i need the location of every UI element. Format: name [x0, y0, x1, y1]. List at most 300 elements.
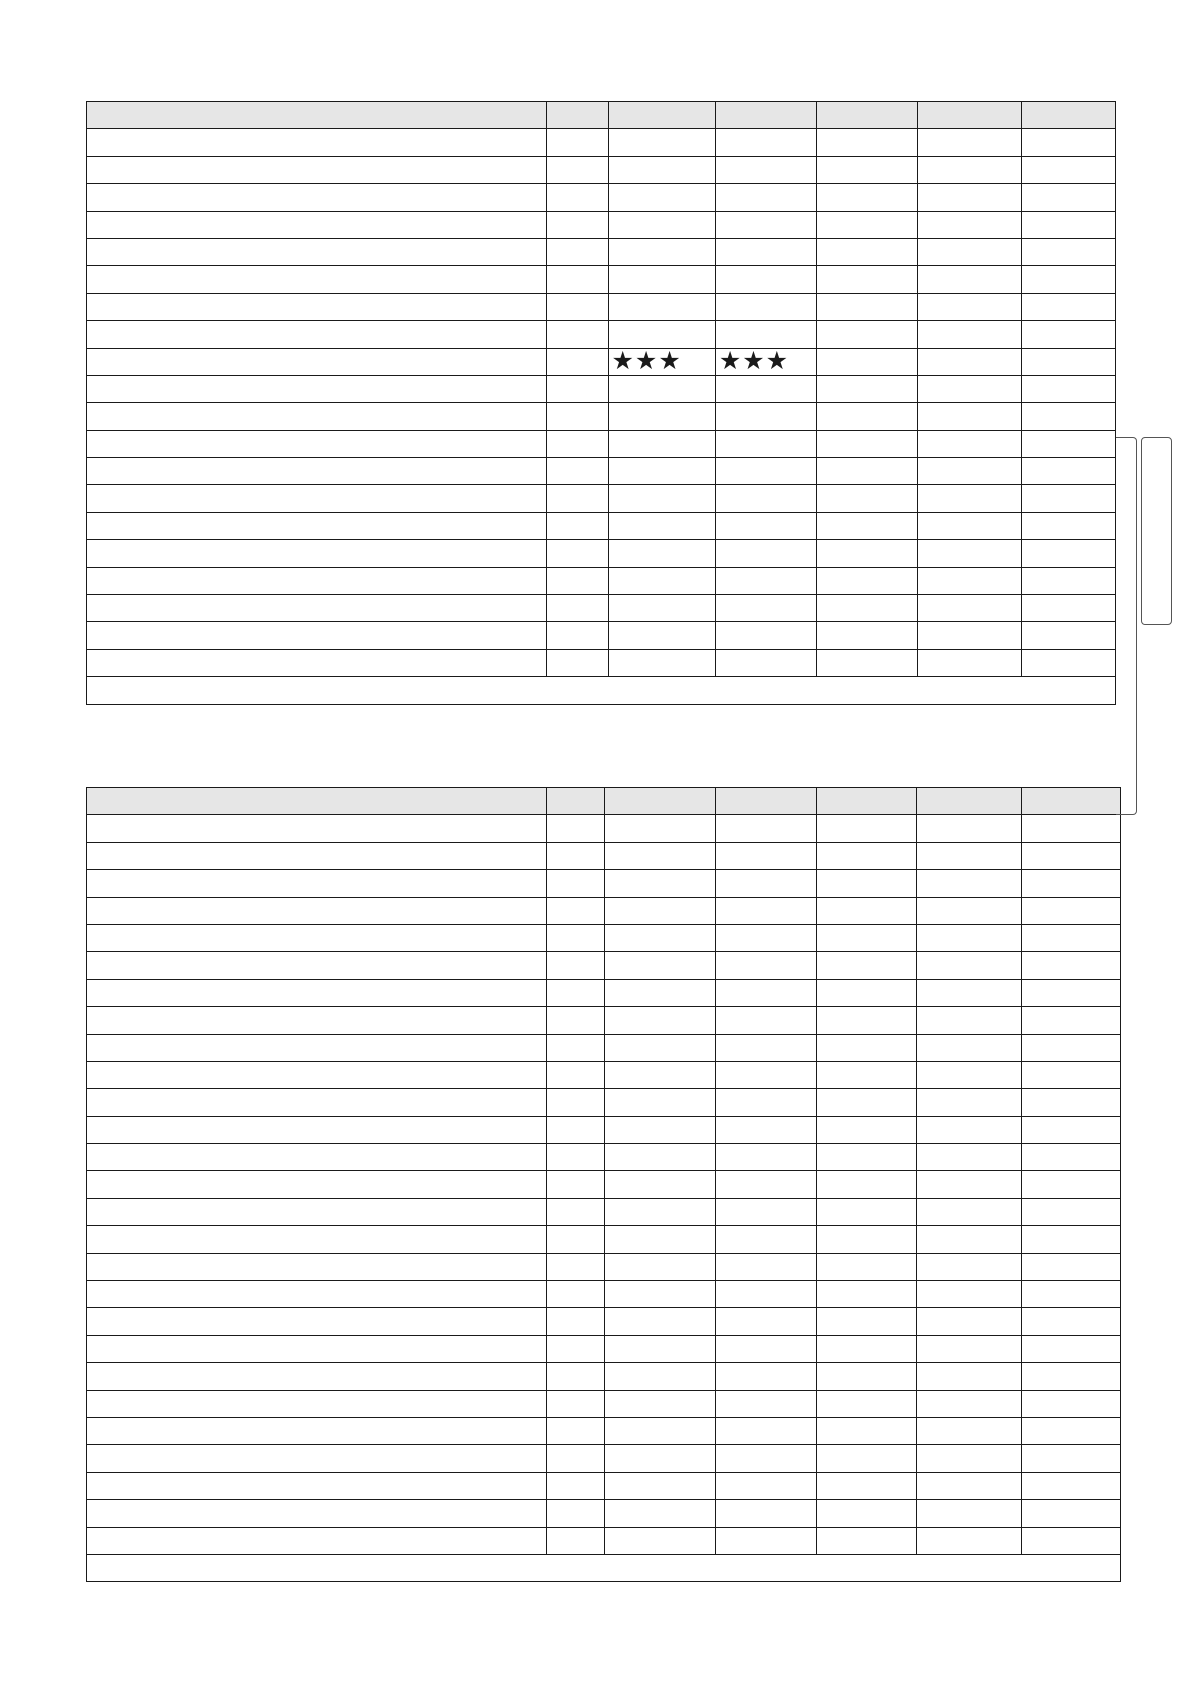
table-cell: [1021, 266, 1115, 293]
table-cell: [817, 595, 918, 622]
table-cell: [1021, 129, 1115, 156]
table-cell: [87, 1308, 547, 1335]
header-cell: [816, 788, 916, 815]
table-cell: [816, 897, 916, 924]
table-row: [87, 952, 1121, 979]
table-cell: [87, 321, 547, 348]
table-cell: [817, 485, 918, 512]
table-cell: [918, 512, 1021, 539]
table-cell: [1021, 924, 1120, 951]
table-cell: [918, 156, 1021, 183]
table-header-row: [87, 788, 1121, 815]
table-cell: [547, 815, 605, 842]
table-cell: [87, 1417, 547, 1444]
table-cell: [1021, 897, 1120, 924]
table-cell: [816, 952, 916, 979]
table-cell: [608, 375, 715, 402]
table-row: [87, 815, 1121, 842]
table-cell: [816, 870, 916, 897]
table-cell: [916, 1034, 1021, 1061]
table-cell: [816, 924, 916, 951]
table-cell: [715, 1281, 816, 1308]
table-cell: [817, 266, 918, 293]
table-cell: [715, 649, 816, 676]
table-row: [87, 321, 1116, 348]
table-cell: [715, 1308, 816, 1335]
table-cell: [605, 1034, 715, 1061]
table-cell: [605, 1007, 715, 1034]
table-cell: [1021, 1089, 1120, 1116]
table-cell: [547, 595, 608, 622]
table-cell: [547, 458, 608, 485]
table-cell: [87, 458, 547, 485]
table-cell: [817, 512, 918, 539]
table-row: [87, 924, 1121, 951]
table-cell: [608, 649, 715, 676]
header-cell: [715, 788, 816, 815]
table-cell: [816, 1007, 916, 1034]
table-cell: [605, 815, 715, 842]
table-cell: [608, 293, 715, 320]
table-cell: [817, 348, 918, 375]
table-cell: [816, 1472, 916, 1499]
table-cell: [1021, 1417, 1120, 1444]
table-cell: [87, 1226, 547, 1253]
table-cell: [605, 870, 715, 897]
table-cell: [916, 1281, 1021, 1308]
table-cell: [916, 1171, 1021, 1198]
table-cell: [87, 1281, 547, 1308]
table-row: [87, 156, 1116, 183]
table-cell: [715, 1253, 816, 1280]
table-cell: [916, 1061, 1021, 1088]
table-cell: [918, 540, 1021, 567]
table-cell: [918, 321, 1021, 348]
table-cell: [715, 1527, 816, 1554]
table-row: [87, 1061, 1121, 1088]
table-cell: [816, 1281, 916, 1308]
table-cell: [715, 348, 816, 375]
table-cell: [816, 979, 916, 1006]
table-cell: [817, 129, 918, 156]
table-cell: [715, 842, 816, 869]
table-cell: [87, 1527, 547, 1554]
table-cell: [1021, 979, 1120, 1006]
table-row: [87, 1500, 1121, 1527]
table-cell: [715, 238, 816, 265]
table-cell: [87, 842, 547, 869]
table-row: [87, 458, 1116, 485]
table-cell: [715, 1472, 816, 1499]
table-cell: [608, 485, 715, 512]
table-cell: [547, 540, 608, 567]
table-cell: [547, 238, 608, 265]
table-cell: [1021, 622, 1115, 649]
table-cell: [87, 348, 547, 375]
table-cell: [87, 1116, 547, 1143]
header-cell: [817, 102, 918, 129]
table-cell: [1021, 403, 1115, 430]
table-cell: [87, 979, 547, 1006]
table-cell: [1021, 1007, 1120, 1034]
table-cell: [916, 1253, 1021, 1280]
table-cell: [715, 897, 816, 924]
header-cell: [547, 102, 608, 129]
table-cell: [87, 512, 547, 539]
table-cell: [87, 622, 547, 649]
table-row: [87, 870, 1121, 897]
header-cell: [87, 788, 547, 815]
table-cell: [1021, 184, 1115, 211]
header-cell: [916, 788, 1021, 815]
table-row: [87, 184, 1116, 211]
table-cell: [547, 1335, 605, 1362]
table-row: [87, 540, 1116, 567]
table-cell: [715, 815, 816, 842]
table-footer-row: [87, 1554, 1121, 1581]
table-cell: [87, 430, 547, 457]
table-cell: [605, 1390, 715, 1417]
star-rating: [716, 348, 789, 375]
table-row: [87, 649, 1116, 676]
table-cell: [547, 622, 608, 649]
table-cell: [715, 211, 816, 238]
table-cell: [715, 129, 816, 156]
table-cell: [87, 1363, 547, 1390]
table-cell: [1021, 1445, 1120, 1472]
table-cell: [87, 1007, 547, 1034]
table-cell: [547, 952, 605, 979]
table-cell: [547, 266, 608, 293]
table-cell: [816, 1226, 916, 1253]
table-cell: [87, 870, 547, 897]
table-cell: [916, 1445, 1021, 1472]
table-cell: [547, 649, 608, 676]
table-cell: [605, 842, 715, 869]
table-cell: [605, 924, 715, 951]
table-cell: [608, 211, 715, 238]
table-cell: [547, 1500, 605, 1527]
table-cell: [916, 842, 1021, 869]
table-cell: [547, 567, 608, 594]
table-cell: [1021, 870, 1120, 897]
table-cell: [87, 1089, 547, 1116]
table-cell: [1021, 348, 1115, 375]
table-cell: [715, 1198, 816, 1225]
header-cell: [1021, 102, 1115, 129]
table-cell: [547, 1363, 605, 1390]
table-cell: [916, 897, 1021, 924]
table-cell: [1021, 1034, 1120, 1061]
table-cell: [608, 595, 715, 622]
table-cell: [916, 924, 1021, 951]
footer-cell: [87, 1554, 1121, 1581]
table-row: [87, 348, 1116, 375]
table-cell: [817, 184, 918, 211]
table-cell: [87, 1061, 547, 1088]
table-cell: [547, 321, 608, 348]
star-icon: ★: [765, 348, 790, 376]
table-cell: [1021, 1335, 1120, 1362]
table-cell: [605, 1226, 715, 1253]
table-cell: [916, 815, 1021, 842]
table-cell: [547, 870, 605, 897]
table-cell: [918, 403, 1021, 430]
table-cell: [605, 1061, 715, 1088]
table-cell: [817, 540, 918, 567]
table-cell: [87, 1472, 547, 1499]
table-cell: [87, 540, 547, 567]
header-cell: [1021, 788, 1120, 815]
table-cell: [916, 952, 1021, 979]
table-cell: [918, 430, 1021, 457]
table-cell: [816, 1417, 916, 1444]
margin-tab: [1141, 437, 1172, 625]
table-cell: [605, 979, 715, 1006]
table-cell: [715, 1061, 816, 1088]
table-row: [87, 1445, 1121, 1472]
table-cell: [1021, 842, 1120, 869]
table-row: [87, 211, 1116, 238]
table-cell: [816, 1171, 916, 1198]
table-cell: [817, 238, 918, 265]
table-cell: [817, 430, 918, 457]
table-cell: [547, 1308, 605, 1335]
table-cell: [1021, 1198, 1120, 1225]
table-cell: [916, 1308, 1021, 1335]
table-cell: [816, 1308, 916, 1335]
table-cell: [918, 238, 1021, 265]
table-cell: [605, 1089, 715, 1116]
table-cell: [87, 1034, 547, 1061]
table-cell: [87, 1390, 547, 1417]
table-cell: [918, 458, 1021, 485]
table-row: [87, 485, 1116, 512]
table-cell: [87, 129, 547, 156]
table-cell: [715, 1335, 816, 1362]
header-cell: [918, 102, 1021, 129]
table-cell: [816, 1445, 916, 1472]
table-cell: [916, 1363, 1021, 1390]
table-cell: [715, 622, 816, 649]
table-cell: [916, 1116, 1021, 1143]
table-cell: [817, 567, 918, 594]
table-row: [87, 1363, 1121, 1390]
table-row: [87, 1089, 1121, 1116]
table-cell: [1021, 321, 1115, 348]
table-row: [87, 1390, 1121, 1417]
table-cell: [715, 1445, 816, 1472]
table-cell: [916, 1390, 1021, 1417]
table-cell: [816, 1144, 916, 1171]
table-cell: [605, 1281, 715, 1308]
table-cell: [918, 595, 1021, 622]
header-cell: [715, 102, 816, 129]
table-cell: [1021, 649, 1115, 676]
table-cell: [608, 458, 715, 485]
table-cell: [608, 540, 715, 567]
margin-bracket: [1116, 437, 1137, 815]
table-cell: [817, 403, 918, 430]
table-cell: [1021, 211, 1115, 238]
table-cell: [715, 1007, 816, 1034]
table-cell: [1021, 1527, 1120, 1554]
table-cell: [87, 238, 547, 265]
table-cell: [1021, 1363, 1120, 1390]
table-cell: [605, 1335, 715, 1362]
table-cell: [608, 567, 715, 594]
table-cell: [87, 403, 547, 430]
table-cell: [87, 1445, 547, 1472]
table-cell: [816, 1034, 916, 1061]
table-cell: [715, 293, 816, 320]
table-cell: [916, 1417, 1021, 1444]
table-cell: [605, 1363, 715, 1390]
table-cell: [916, 1144, 1021, 1171]
table-cell: [547, 1007, 605, 1034]
table-cell: [715, 1390, 816, 1417]
table-cell: [916, 1198, 1021, 1225]
table-cell: [87, 156, 547, 183]
table-cell: [547, 1472, 605, 1499]
table-cell: [715, 1089, 816, 1116]
table-row: [87, 1527, 1121, 1554]
table-cell: [547, 1061, 605, 1088]
table-cell: [87, 897, 547, 924]
table-cell: [547, 348, 608, 375]
table-cell: [1021, 1144, 1120, 1171]
table-cell: [605, 1417, 715, 1444]
table-cell: [715, 375, 816, 402]
table-cell: [715, 979, 816, 1006]
table-cell: [715, 485, 816, 512]
table-cell: [547, 129, 608, 156]
table-footer-row: [87, 677, 1116, 704]
table-header-row: [87, 102, 1116, 129]
table-cell: [816, 1500, 916, 1527]
table-cell: [547, 1527, 605, 1554]
table-cell: [715, 1116, 816, 1143]
table-cell: [715, 430, 816, 457]
table-cell: [918, 129, 1021, 156]
table-row: [87, 1198, 1121, 1225]
table-cell: [816, 815, 916, 842]
table-cell: [715, 595, 816, 622]
table-cell: [605, 1253, 715, 1280]
table-cell: [715, 1363, 816, 1390]
table-cell: [817, 321, 918, 348]
table-cell: [605, 1472, 715, 1499]
table-cell: [547, 1390, 605, 1417]
table-cell: [547, 184, 608, 211]
table-cell: [1021, 485, 1115, 512]
table-cell: [816, 1390, 916, 1417]
table-cell: [87, 375, 547, 402]
table-cell: [608, 238, 715, 265]
table-cell: [547, 1198, 605, 1225]
table-cell: [87, 293, 547, 320]
table-cell: [1021, 567, 1115, 594]
table-cell: [547, 1281, 605, 1308]
table-cell: [715, 1171, 816, 1198]
table-cell: [547, 1034, 605, 1061]
table-row: [87, 238, 1116, 265]
table-cell: [1021, 375, 1115, 402]
table-cell: [608, 321, 715, 348]
table-cell: [87, 1144, 547, 1171]
table-cell: [608, 184, 715, 211]
table-cell: [87, 567, 547, 594]
table-cell: [547, 924, 605, 951]
table-cell: [547, 1171, 605, 1198]
table-row: [87, 266, 1116, 293]
table-cell: [918, 375, 1021, 402]
table-cell: [816, 1335, 916, 1362]
table-cell: [715, 1226, 816, 1253]
table-cell: [816, 1198, 916, 1225]
star-icon: ★: [611, 348, 635, 376]
table-cell: [1021, 1472, 1120, 1499]
table-cell: [547, 1226, 605, 1253]
table-cell: [87, 1253, 547, 1280]
table-cell: [605, 897, 715, 924]
table-row: [87, 1171, 1121, 1198]
table-row: [87, 1116, 1121, 1143]
table-cell: [547, 1445, 605, 1472]
upper-table: [86, 101, 1116, 705]
table-cell: [918, 567, 1021, 594]
header-cell: [605, 788, 715, 815]
table-cell: [918, 266, 1021, 293]
table-cell: [547, 403, 608, 430]
table-cell: [605, 1445, 715, 1472]
table-cell: [605, 952, 715, 979]
table-cell: [916, 1335, 1021, 1362]
table-cell: [1021, 595, 1115, 622]
table-cell: [87, 485, 547, 512]
table-cell: [608, 403, 715, 430]
table-cell: [87, 266, 547, 293]
table-row: [87, 1226, 1121, 1253]
table-cell: [605, 1116, 715, 1143]
table-row: [87, 897, 1121, 924]
table-cell: [715, 1144, 816, 1171]
table-cell: [816, 1363, 916, 1390]
table-row: [87, 1417, 1121, 1444]
table-cell: [1021, 1253, 1120, 1280]
table-cell: [918, 184, 1021, 211]
table-cell: [605, 1144, 715, 1171]
table-cell: [918, 485, 1021, 512]
table-cell: [547, 1116, 605, 1143]
table-row: [87, 1472, 1121, 1499]
table-cell: [1021, 430, 1115, 457]
table-row: [87, 1335, 1121, 1362]
table-cell: [918, 211, 1021, 238]
table-cell: [547, 1144, 605, 1171]
table-cell: [87, 211, 547, 238]
table-cell: [547, 485, 608, 512]
table-cell: [87, 1500, 547, 1527]
table-cell: [916, 979, 1021, 1006]
table-cell: [1021, 293, 1115, 320]
table-cell: [605, 1308, 715, 1335]
table-cell: [715, 266, 816, 293]
table-cell: [715, 1500, 816, 1527]
table-row: [87, 595, 1116, 622]
star-icon: ★: [634, 348, 659, 376]
table-cell: [87, 649, 547, 676]
